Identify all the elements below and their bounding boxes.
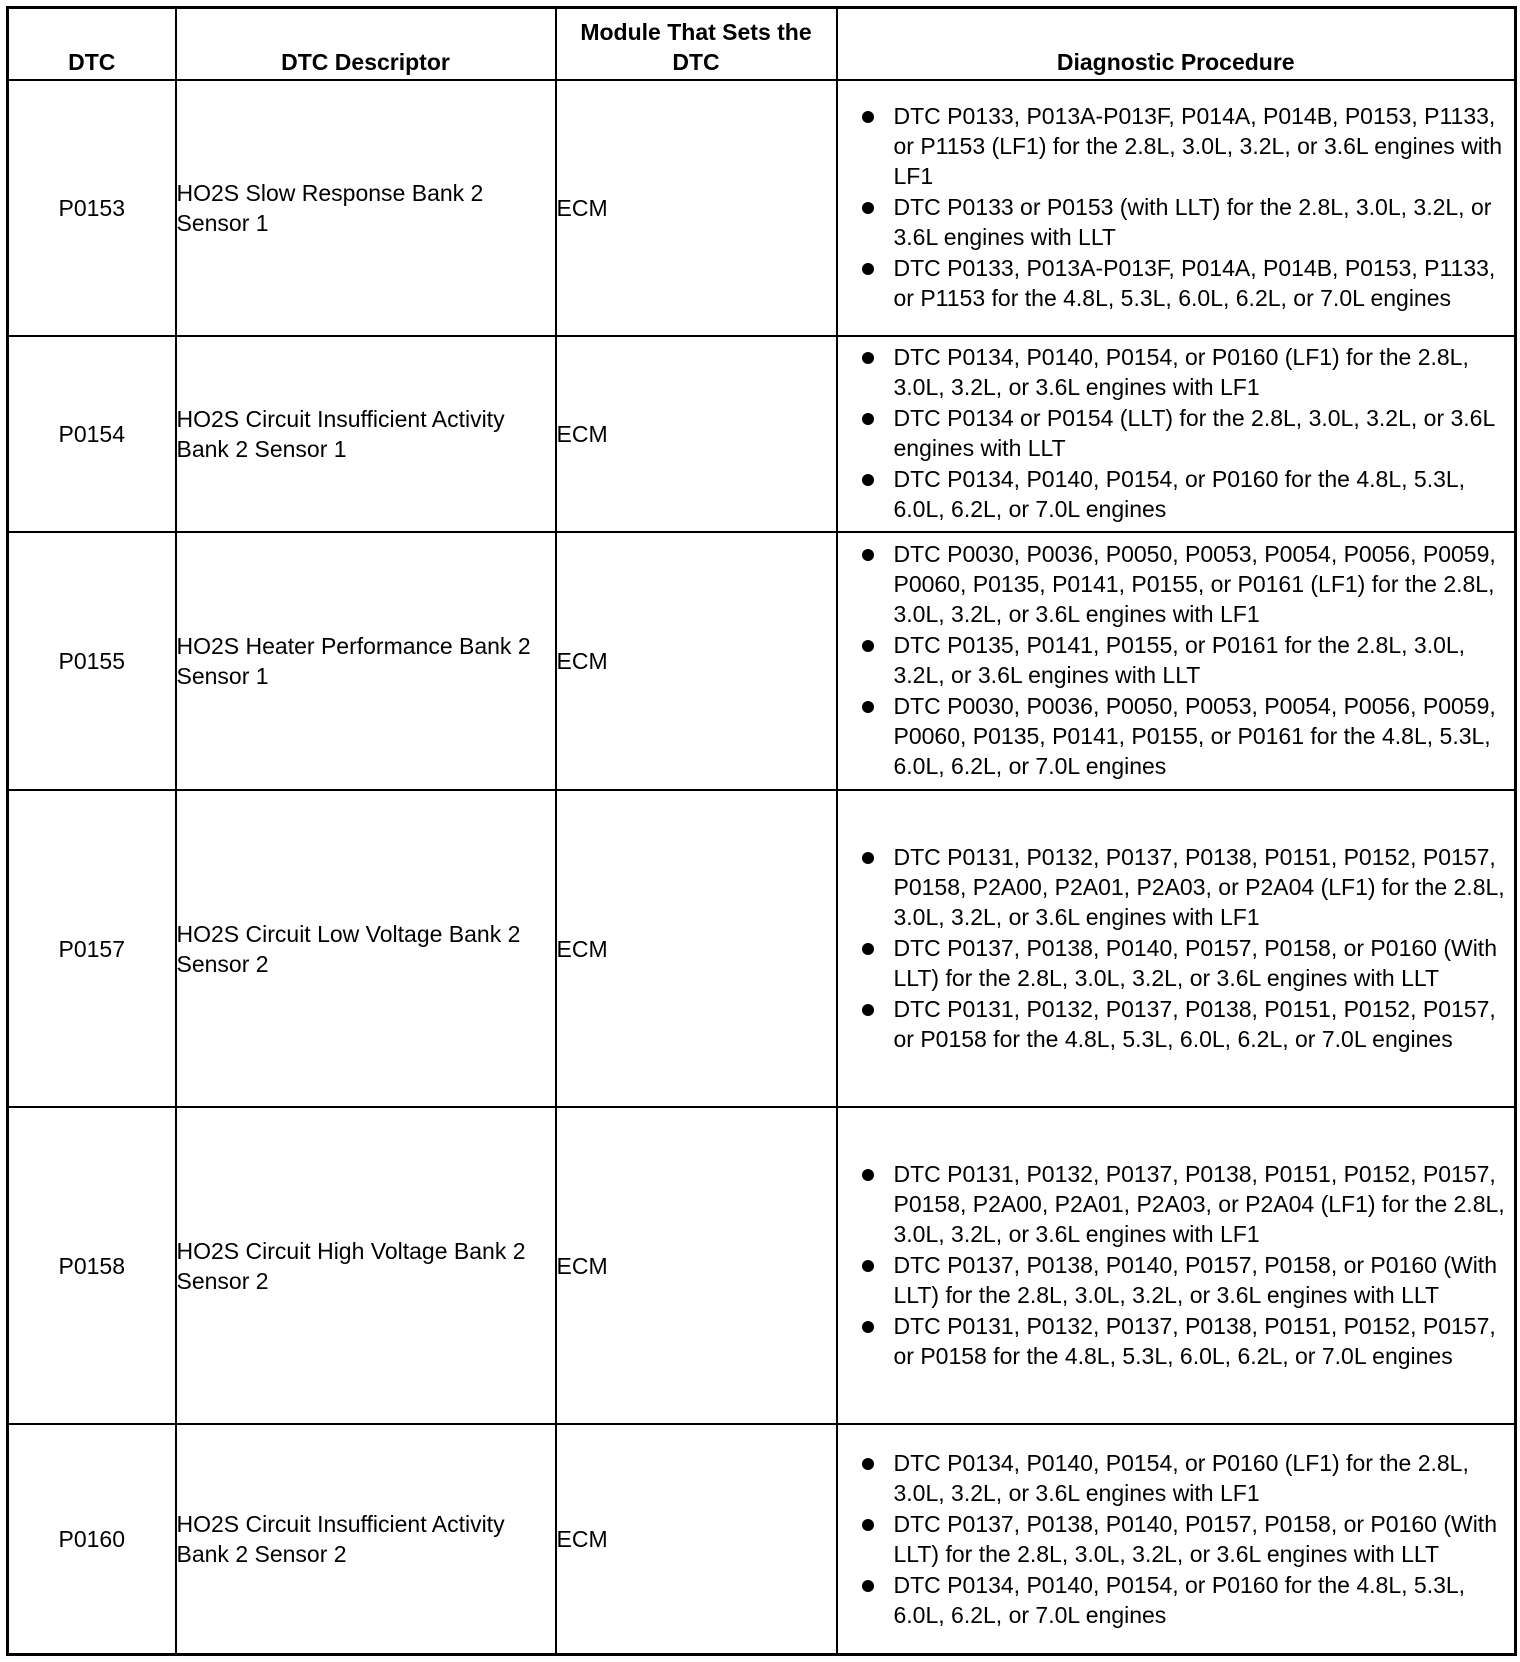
bullet-icon [862,263,874,275]
dtc-code: P0154 [8,336,176,532]
header-procedure: Diagnostic Procedure [837,8,1516,80]
procedure-link[interactable] [838,630,1515,690]
table-body [8,80,1516,1655]
procedure-list [838,342,1515,524]
procedure-text: DTC P0133, P013A-P013F, P014A, P014B, P0153, P1133, or P1153 (LF1) for the 2.8L, 3.0L, 3.2L, or 3.6L engines with LF1 [893,103,1503,190]
procedure-text: DTC P0134 or P0154 (LLT) for the 2.8L, 3.0L, 3.2L, or 3.6L engines with LLT [893,405,1495,462]
procedure-text: DTC P0134, P0140, P0154, or P0160 (LF1) for the 2.8L, 3.0L, 3.2L, or 3.6L engines with LF1 [893,1449,1469,1506]
table-row [8,1424,1516,1654]
procedure-link[interactable] [838,192,1515,252]
bullet-icon [862,111,874,123]
bullet-icon [862,943,874,955]
bullet-icon [862,1169,874,1181]
procedure-text: DTC P0135, P0141, P0155, or P0161 for the 2.8L, 3.0L, 3.2L, or 3.6L engines with LLT [893,632,1466,689]
bullet-icon [862,1004,874,1016]
procedure-link[interactable] [838,1311,1515,1371]
procedure-text: DTC P0030, P0036, P0050, P0053, P0054, P0056, P0059, P0060, P0135, P0141, P0155, or P0161 for the 4.8L, 5.3L, 6.0L, 6.2L, or 7.0L engines [893,693,1496,780]
bullet-icon [862,202,874,214]
module-name: ECM [556,336,837,532]
bullet-icon [862,1519,874,1531]
module-name: ECM [556,1107,837,1424]
procedure-link[interactable] [838,1159,1515,1249]
header-descriptor: DTC Descriptor [176,8,556,80]
dtc-descriptor: HO2S Circuit Low Voltage Bank 2 Sensor 2 [176,790,556,1107]
table-row [8,532,1516,790]
module-name: ECM [556,532,837,790]
procedure-link[interactable] [838,994,1515,1054]
procedure-link[interactable] [838,539,1515,629]
dtc-code: P0153 [8,80,176,336]
table-row [8,790,1516,1107]
diagnostic-procedure-cell [837,336,1516,532]
procedure-text: DTC P0134, P0140, P0154, or P0160 for the 4.8L, 5.3L, 6.0L, 6.2L, or 7.0L engines [893,1571,1466,1628]
table-row [8,1107,1516,1424]
dtc-code: P0160 [8,1424,176,1654]
bullet-icon [862,413,874,425]
dtc-code: P0158 [8,1107,176,1424]
procedure-link[interactable] [838,1570,1515,1630]
procedure-link[interactable] [838,1448,1515,1508]
module-name: ECM [556,1424,837,1654]
bullet-icon [862,852,874,864]
procedure-link[interactable] [838,342,1515,402]
procedure-text: DTC P0133, P013A-P013F, P014A, P014B, P0153, P1133, or P1153 for the 4.8L, 5.3L, 6.0L, 6.2L, or 7.0L engines [893,255,1496,312]
bullet-icon [862,701,874,713]
bullet-icon [862,474,874,486]
procedure-text: DTC P0131, P0132, P0137, P0138, P0151, P0152, P0157, or P0158 for the 4.8L, 5.3L, 6.0L, 6.2L, or 7.0L engines [893,1313,1496,1370]
procedure-link[interactable] [838,933,1515,993]
diagnostic-procedure-cell [837,80,1516,336]
procedure-list [838,1448,1515,1630]
header-row [8,8,1516,80]
module-name: ECM [556,790,837,1107]
procedure-link[interactable] [838,842,1515,932]
diagnostic-procedure-cell [837,1107,1516,1424]
procedure-text: DTC P0131, P0132, P0137, P0138, P0151, P0152, P0157, P0158, P2A00, P2A01, P2A03, or P2A04 (LF1) for the 2.8L, 3.0L, 3.2L, or 3.6L engines with LF1 [893,1161,1505,1248]
module-name: ECM [556,80,837,336]
procedure-list [838,842,1515,1054]
header-module: Module That Sets the DTC [556,8,837,80]
bullet-icon [862,640,874,652]
bullet-icon [862,1458,874,1470]
dtc-descriptor: HO2S Circuit Insufficient Activity Bank 2 Sensor 1 [176,336,556,532]
bullet-icon [862,1321,874,1333]
procedure-text: DTC P0134, P0140, P0154, or P0160 (LF1) for the 2.8L, 3.0L, 3.2L, or 3.6L engines with LF1 [893,344,1469,401]
bullet-icon [862,549,874,561]
dtc-code: P0157 [8,790,176,1107]
procedure-text: DTC P0131, P0132, P0137, P0138, P0151, P0152, P0157, P0158, P2A00, P2A01, P2A03, or P2A04 (LF1) for the 2.8L, 3.0L, 3.2L, or 3.6L engines with LF1 [893,844,1505,931]
procedure-list [838,539,1515,781]
procedure-link[interactable] [838,464,1515,524]
table-row [8,336,1516,532]
procedure-list [838,101,1515,313]
dtc-descriptor: HO2S Circuit Insufficient Activity Bank 2 Sensor 2 [176,1424,556,1654]
procedure-text: DTC P0030, P0036, P0050, P0053, P0054, P0056, P0059, P0060, P0135, P0141, P0155, or P0161 (LF1) for the 2.8L, 3.0L, 3.2L, or 3.6L engines with LF1 [893,541,1496,628]
procedure-link[interactable] [838,1250,1515,1310]
procedure-text: DTC P0137, P0138, P0140, P0157, P0158, or P0160 (With LLT) for the 2.8L, 3.0L, 3.2L, or 3.6L engines with LLT [893,1510,1497,1567]
table-row [8,80,1516,336]
dtc-descriptor: HO2S Slow Response Bank 2 Sensor 1 [176,80,556,336]
bullet-icon [862,1580,874,1592]
procedure-link[interactable] [838,1509,1515,1569]
procedure-link[interactable] [838,253,1515,313]
procedure-text: DTC P0134, P0140, P0154, or P0160 for the 4.8L, 5.3L, 6.0L, 6.2L, or 7.0L engines [893,466,1466,523]
diagnostic-procedure-cell [837,790,1516,1107]
header-dtc: DTC [8,8,176,80]
diagnostic-procedure-cell [837,1424,1516,1654]
procedure-link[interactable] [838,691,1515,781]
procedure-list [838,1159,1515,1371]
procedure-text: DTC P0137, P0138, P0140, P0157, P0158, or P0160 (With LLT) for the 2.8L, 3.0L, 3.2L, or 3.6L engines with LLT [893,935,1497,992]
procedure-text: DTC P0131, P0132, P0137, P0138, P0151, P0152, P0157, or P0158 for the 4.8L, 5.3L, 6.0L, 6.2L, or 7.0L engines [893,996,1496,1053]
diagnostic-procedure-cell [837,532,1516,790]
dtc-code: P0155 [8,532,176,790]
dtc-table [6,6,1517,1656]
bullet-icon [862,1260,874,1272]
dtc-descriptor: HO2S Heater Performance Bank 2 Sensor 1 [176,532,556,790]
procedure-link[interactable] [838,403,1515,463]
dtc-descriptor: HO2S Circuit High Voltage Bank 2 Sensor 2 [176,1107,556,1424]
procedure-link[interactable] [838,101,1515,191]
procedure-text: DTC P0137, P0138, P0140, P0157, P0158, or P0160 (With LLT) for the 2.8L, 3.0L, 3.2L, or 3.6L engines with LLT [893,1252,1497,1309]
procedure-text: DTC P0133 or P0153 (with LLT) for the 2.8L, 3.0L, 3.2L, or 3.6L engines with LLT [893,194,1492,251]
bullet-icon [862,352,874,364]
